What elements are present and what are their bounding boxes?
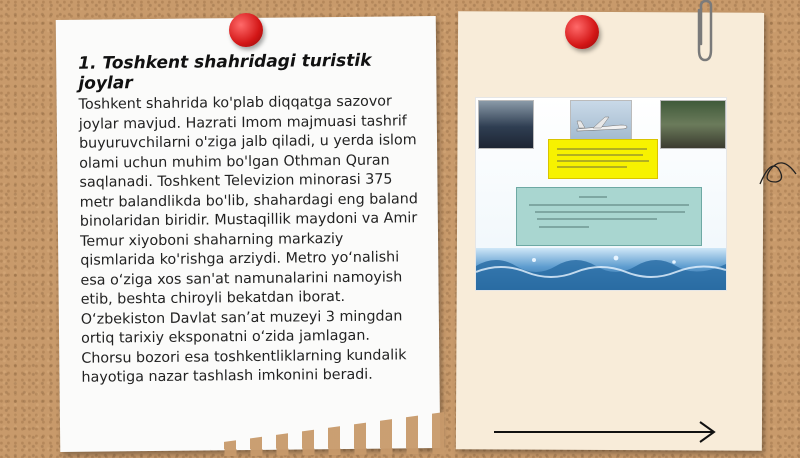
push-pin-icon <box>229 13 263 47</box>
push-pin-icon <box>565 15 599 49</box>
person-photo <box>478 100 534 149</box>
note-body-text: Toshkent shahrida ko'plab diqqatga sazovor joylar mavjud. Hazrati Imom majmuasi tashrif buyuruvchilarni o'ziga jalb qiladi, u yerda islom olami uchun muhim bo'lgan Othman Quran saqlanadi. Toshkent Televizion minorasi 375 metr balandlikda bo'lib, shahardagi eng baland binolaridan biridir. Mustaqillik maydoni va Amir Temur xiyoboni shaharning markaziy qismlarida ko'rishga arziydi. Metro yo‘nalishi esa o‘ziga xos san'at namunalarini namoyish etib, beshta chiroyli bekatdan iborat. O‘zbekiston Davlat san’at muzeyi 3 mingdan ortiq tarixiy eksponatni o‘zida jamlagan. Chorsu bozori esa toshkentliklarning kundalik hayotiga nazar tashlash imkonini beradi. <box>78 93 418 386</box>
slide-thumbnail-image <box>475 97 727 291</box>
note-title: 1. Toshkent shahridagi turistik joylar <box>78 50 372 94</box>
paper-clip-icon <box>690 0 718 66</box>
left-note-paper <box>56 16 441 452</box>
slide-yellow-textbox <box>548 139 658 179</box>
slide-teal-textbox <box>516 187 702 246</box>
arrow-right-icon <box>494 420 716 444</box>
string-curl-decoration <box>756 156 800 196</box>
water-splash-image <box>476 248 726 290</box>
street-photo <box>660 100 726 149</box>
